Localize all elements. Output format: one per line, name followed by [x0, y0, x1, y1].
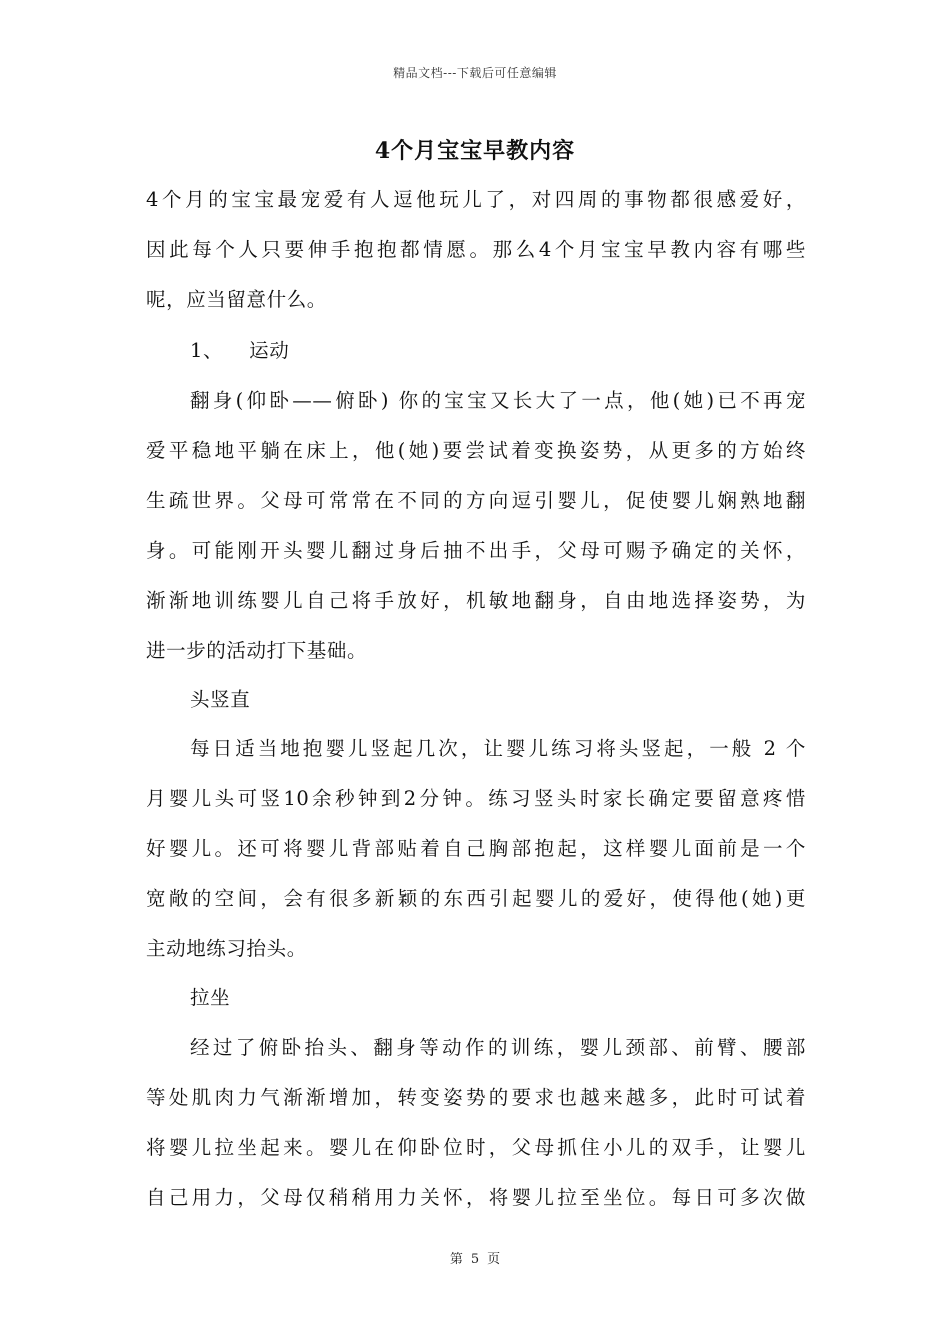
intro-line-2: 因此每个人只要伸手抱抱都情愿。那么4个月宝宝早教内容有哪些: [146, 238, 806, 261]
page-footer: [0, 1248, 950, 1267]
document-title: 4个月宝宝早教内容: [374, 138, 576, 164]
section-number: 1、: [190, 339, 224, 362]
paragraph-line: 月婴儿头可竖10余秒钟到2分钟。练习竖头时家长确定要留意疼惜: [146, 787, 806, 810]
subheading-head-upright: 头竖直: [190, 688, 251, 711]
paragraph-line: 等处肌肉力气渐渐增加，转变姿势的要求也越来越多，此时可试着: [146, 1086, 806, 1109]
paragraph-line: 每日适当地抱婴儿竖起几次，让婴儿练习将头竖起，一般 2 个: [190, 737, 806, 760]
subheading-pull-to-sit: 拉坐: [190, 986, 231, 1009]
header-note: 精品文档---下载后可任意编辑: [393, 66, 557, 80]
page-number: 5: [470, 1252, 480, 1267]
paragraph-line: 自己用力，父母仅稍稍用力关怀，将婴儿拉至坐位。每日可多次做: [146, 1186, 806, 1209]
paragraph-line: 主动地练习抬头。: [146, 937, 307, 960]
paragraph-line: 翻身(仰卧——俯卧) 你的宝宝又长大了一点，他(她)已不再宠: [190, 389, 806, 412]
paragraph-line: 身。可能刚开头婴儿翻过身后抽不出手，父母可赐予确定的关怀，: [146, 539, 806, 562]
intro-line-3: 呢，应当留意什么。: [146, 288, 327, 311]
paragraph-line: 进一步的活动打下基础。: [146, 639, 368, 662]
page-suffix: 页: [487, 1252, 501, 1267]
paragraph-line: 渐渐地训练婴儿自己将手放好，机敏地翻身，自由地选择姿势，为: [146, 589, 806, 612]
paragraph-line: 将婴儿拉坐起来。婴儿在仰卧位时，父母抓住小儿的双手，让婴儿: [146, 1136, 806, 1159]
paragraph-line: 经过了俯卧抬头、翻身等动作的训练，婴儿颈部、前臂、腰部: [190, 1036, 806, 1059]
paragraph-line: 宽敞的空间，会有很多新颖的东西引起婴儿的爱好，使得他(她)更: [146, 887, 806, 910]
page-prefix: 第: [449, 1252, 463, 1267]
section-heading-1: [190, 337, 289, 365]
paragraph-line: 爱平稳地平躺在床上，他(她)要尝试着变换姿势，从更多的方始终: [146, 439, 806, 462]
section-title: 运动: [249, 339, 290, 362]
intro-line-1: 4个月的宝宝最宠爱有人逗他玩儿了，对四周的事物都很感爱好，: [146, 188, 806, 211]
paragraph-line: 生疏世界。父母可常常在不同的方向逗引婴儿，促使婴儿娴熟地翻: [146, 489, 806, 512]
paragraph-line: 好婴儿。还可将婴儿背部贴着自己胸部抱起，这样婴儿面前是一个: [146, 837, 806, 860]
